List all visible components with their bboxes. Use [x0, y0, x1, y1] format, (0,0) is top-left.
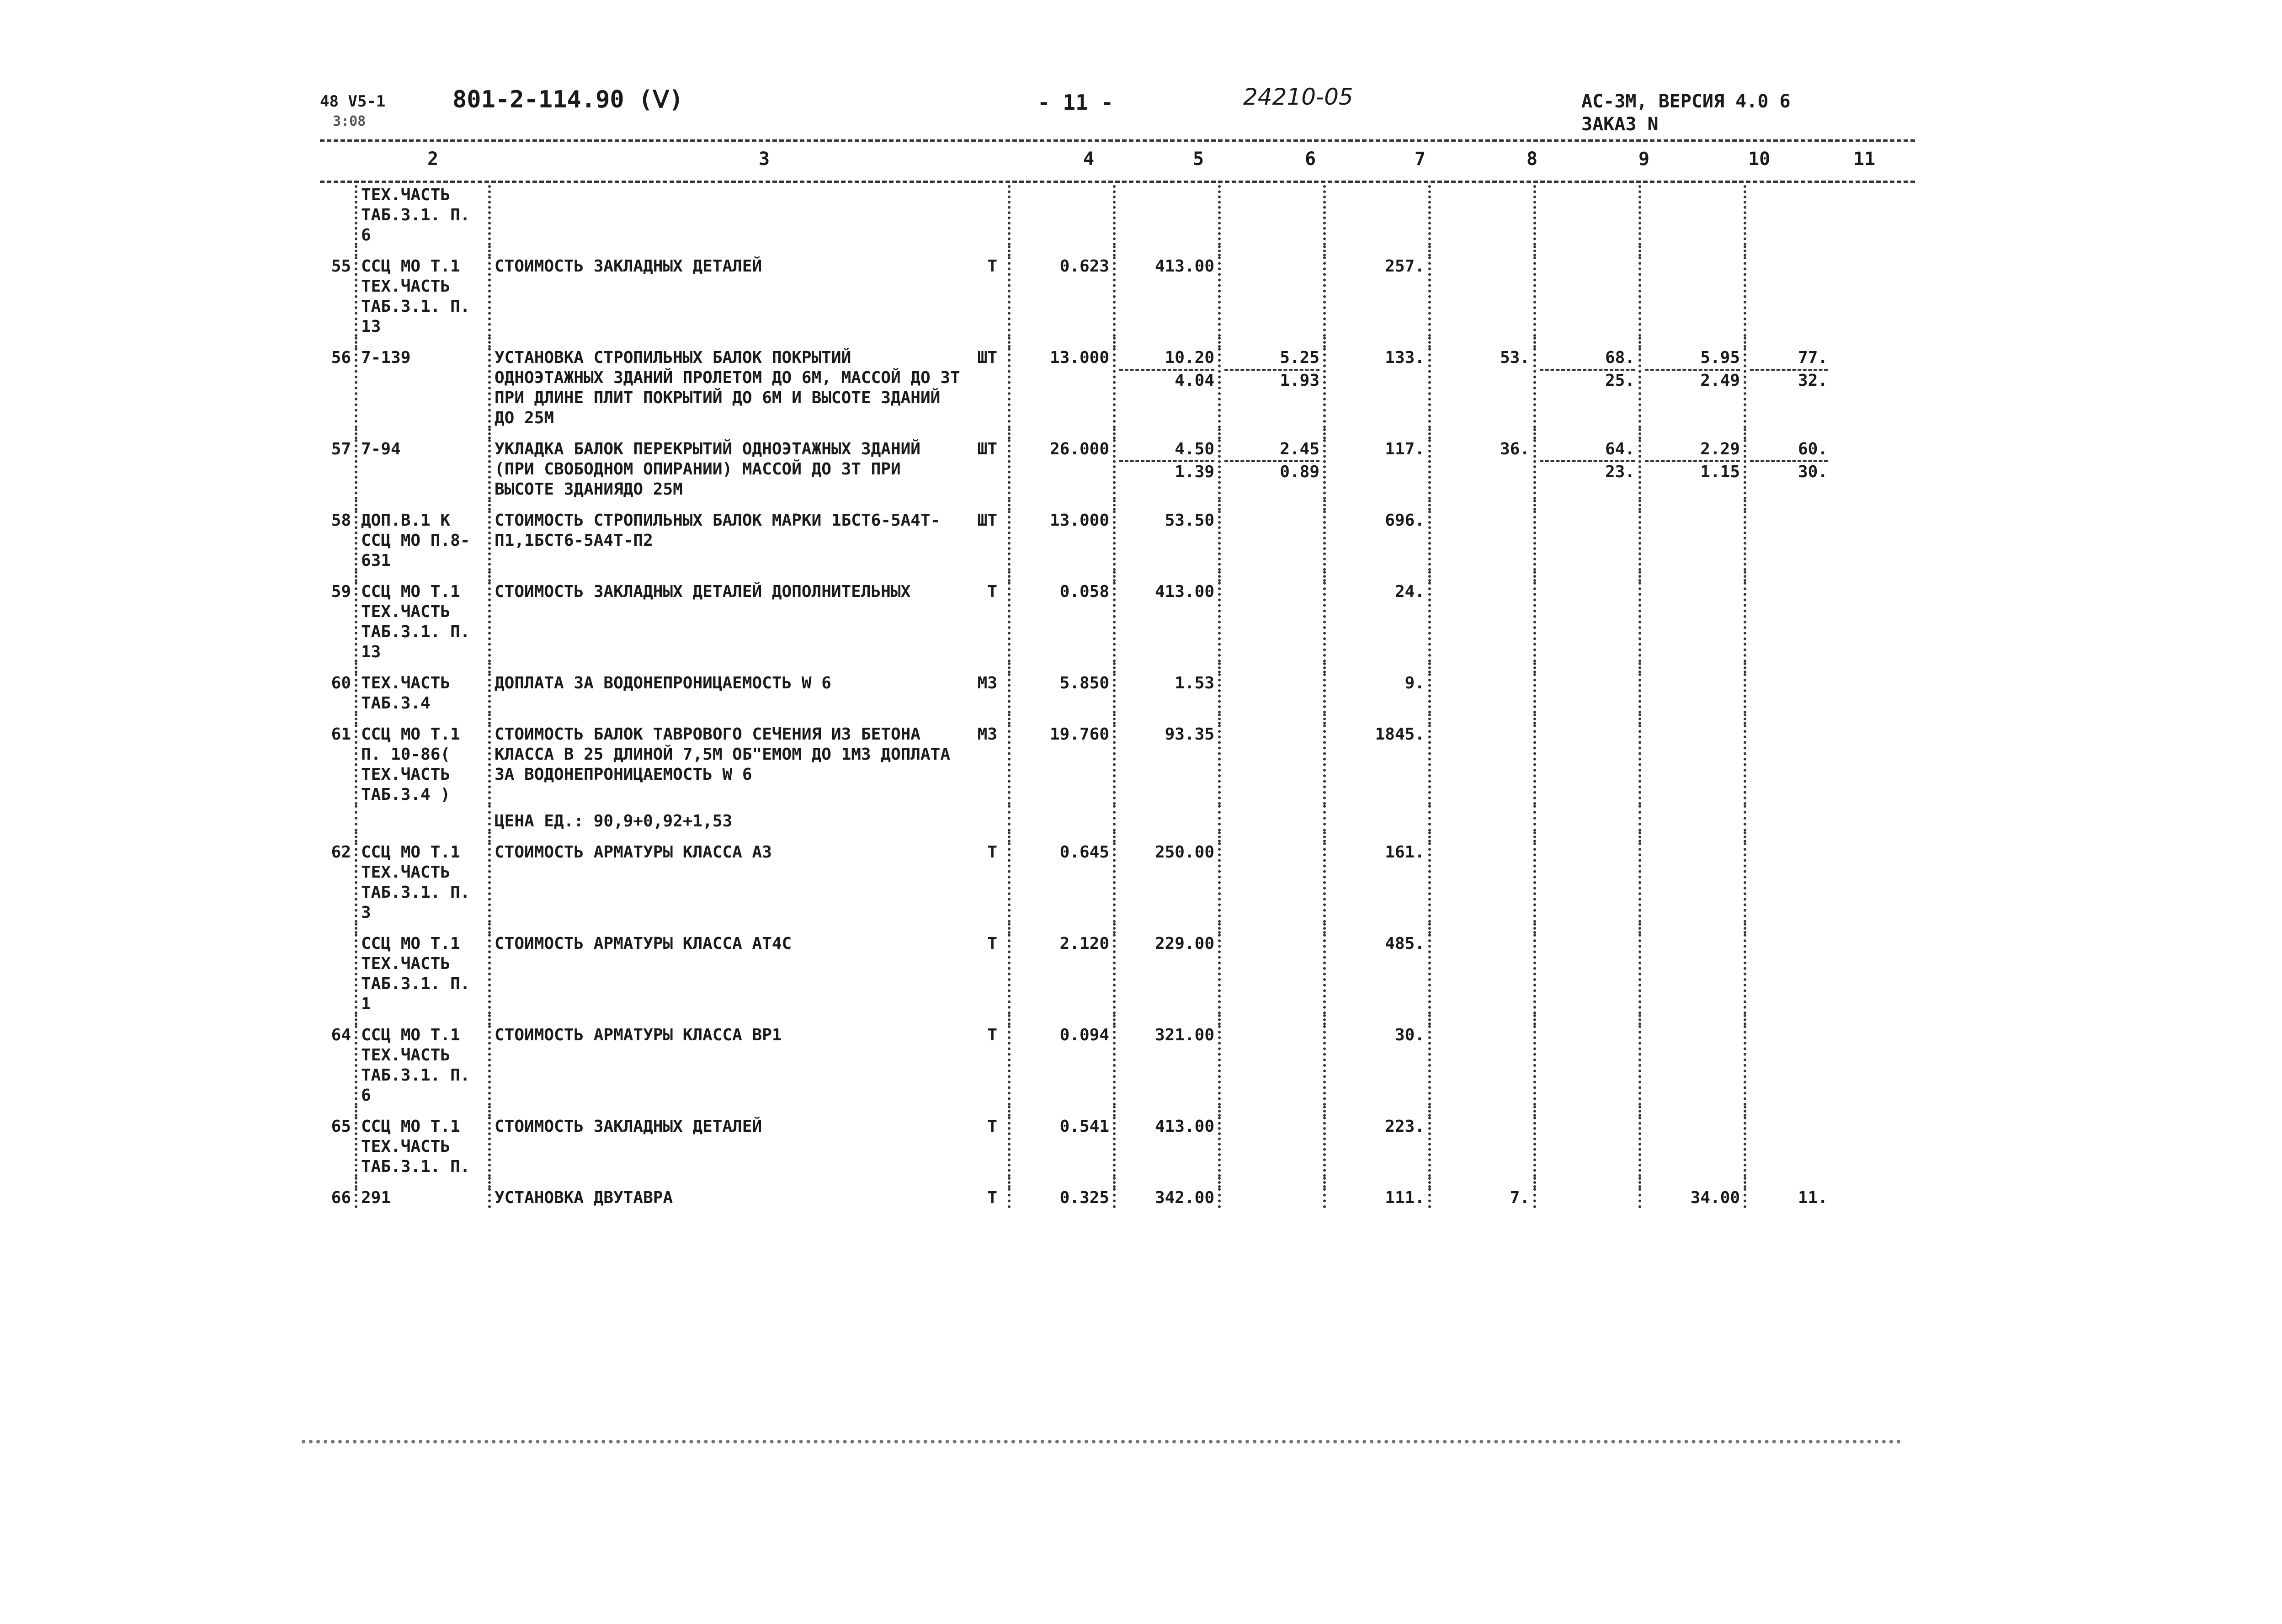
col11-cell: [1745, 439, 1831, 500]
col5-value: 10.20: [1165, 348, 1214, 367]
reference-cell: 7-139: [356, 348, 489, 428]
description-cell: [489, 348, 1009, 428]
col6-cell: [1219, 348, 1325, 428]
table-row: [320, 439, 1831, 500]
col10-cell: [1640, 439, 1745, 500]
col9-second: 25.: [1540, 369, 1635, 391]
col10-cell: [1640, 1117, 1745, 1177]
col5-value: 93.35: [1165, 725, 1214, 744]
header-page-number: - 11 -: [1037, 90, 1114, 115]
col8-cell: [1430, 185, 1535, 245]
row-number: 64: [331, 1026, 351, 1044]
col5-cell: [1114, 1117, 1219, 1177]
table-row: [320, 1188, 1831, 1208]
col8-cell: [1430, 256, 1535, 337]
col9-cell: [1535, 1117, 1640, 1177]
col9-cell: [1535, 511, 1640, 571]
table-row: [320, 582, 1831, 662]
col5-value: 413.00: [1154, 1117, 1214, 1136]
table-row: [320, 724, 1831, 805]
col7-cell: 133.: [1325, 348, 1430, 428]
col9-cell: [1535, 842, 1640, 923]
header-document-number: 801-2-114.90 (Ⅴ): [452, 86, 684, 113]
col6-cell: [1219, 439, 1325, 500]
col11-second: 30.: [1750, 460, 1828, 482]
quantity-cell: 19.760: [1009, 724, 1114, 805]
col8-cell: 36.: [1430, 439, 1535, 500]
unit-text: ШТ: [977, 511, 997, 530]
row-spacer: [320, 713, 1831, 724]
col11-value: 11.: [1798, 1188, 1828, 1207]
row-number: 60: [331, 674, 351, 692]
row-spacer: [320, 245, 1831, 256]
row-number: 58: [331, 511, 351, 530]
col8-cell: [1430, 1025, 1535, 1106]
col10-cell: [1640, 842, 1745, 923]
col11-cell: [1745, 1117, 1831, 1177]
col5-cell: [1114, 934, 1219, 1014]
row-spacer: [320, 1177, 1831, 1188]
col6-value: 5.25: [1280, 348, 1319, 367]
unit-text: Т: [987, 1117, 997, 1136]
description-text: УСТАНОВКА ДВУТАВРА: [495, 1188, 673, 1207]
col11-cell: [1745, 185, 1831, 245]
col10-second: 1.15: [1645, 460, 1740, 482]
description-cell: [489, 934, 1009, 1014]
col9-cell: [1535, 185, 1640, 245]
reference-cell: ССЦ МО Т.1 ТЕХ.ЧАСТЬ ТАБ.3.1. П. 13: [356, 582, 489, 662]
col5-cell: [1114, 724, 1219, 805]
quantity-cell: 13.000: [1009, 348, 1114, 428]
reference-cell: ССЦ МО Т.1 ТЕХ.ЧАСТЬ ТАБ.3.1. П. 13: [356, 256, 489, 337]
reference-cell: ССЦ МО Т.1 ТЕХ.ЧАСТЬ ТАБ.3.1. П.: [356, 1117, 489, 1177]
unit-text: ШТ: [977, 440, 997, 458]
column-header: 8: [1527, 149, 1538, 170]
col6-value: 2.45: [1280, 440, 1319, 458]
row-number: [320, 934, 356, 1014]
unit-text: Т: [987, 843, 997, 862]
col5-cell: [1114, 582, 1219, 662]
col11-cell: [1745, 348, 1831, 428]
col5-value: 321.00: [1154, 1026, 1214, 1044]
row-number: 62: [331, 843, 351, 862]
col9-cell: [1535, 582, 1640, 662]
col7-cell: 30.: [1325, 1025, 1430, 1106]
col6-cell: [1219, 185, 1325, 245]
quantity-cell: 0.325: [1009, 1188, 1114, 1208]
col5-value: 413.00: [1154, 582, 1214, 601]
table-row: [320, 934, 1831, 1014]
row-number: 66: [331, 1188, 351, 1207]
quantity-cell: [1009, 185, 1114, 245]
row-spacer: [320, 428, 1831, 439]
row-number: 59: [331, 582, 351, 601]
unit-text: М3: [977, 674, 997, 692]
description-text: СТОИМОСТЬ СТРОПИЛЬНЫХ БАЛОК МАРКИ 1БСТ6-5А4Т-П1,1БСТ6-5А4Т-П2: [495, 511, 941, 550]
col11-cell: [1745, 724, 1831, 805]
col6-cell: [1219, 256, 1325, 337]
col10-cell: [1640, 673, 1745, 713]
header-version: АС-3М, ВЕРСИЯ 4.0 6: [1581, 91, 1791, 112]
row-spacer: [320, 500, 1831, 511]
col10-cell: [1640, 1025, 1745, 1106]
row-spacer: [320, 337, 1831, 348]
col8-cell: [1430, 673, 1535, 713]
col6-cell: [1219, 1025, 1325, 1106]
unit-text: ШТ: [977, 348, 997, 367]
col10-cell: [1640, 511, 1745, 571]
col9-cell: [1535, 724, 1640, 805]
row-number: 61: [331, 725, 351, 744]
col5-value: 229.00: [1154, 934, 1214, 953]
col5-value: 4.50: [1175, 440, 1214, 458]
quantity-cell: 0.094: [1009, 1025, 1114, 1106]
row-number: 65: [331, 1117, 351, 1136]
description-text: СТОИМОСТЬ ЗАКЛАДНЫХ ДЕТАЛЕЙ: [495, 257, 762, 276]
col7-cell: 223.: [1325, 1117, 1430, 1177]
reference-cell: ССЦ МО Т.1 П. 10-86( ТЕХ.ЧАСТЬ ТАБ.3.4 ): [356, 724, 489, 805]
price-note: ЦЕНА ЕД.: 90,9+0,92+1,53: [489, 805, 1009, 831]
column-header: 6: [1305, 149, 1316, 170]
col7-cell: 161.: [1325, 842, 1430, 923]
col5-value: 413.00: [1154, 257, 1214, 276]
col9-cell: [1535, 348, 1640, 428]
description-cell: [489, 673, 1009, 713]
col5-cell: [1114, 1188, 1219, 1208]
table-row: [320, 673, 1831, 713]
col5-cell: [1114, 185, 1219, 245]
column-header: 11: [1853, 149, 1876, 170]
col6-cell: [1219, 724, 1325, 805]
col11-cell: [1745, 842, 1831, 923]
col5-cell: [1114, 673, 1219, 713]
col7-cell: 485.: [1325, 934, 1430, 1014]
price-note-row: [320, 805, 1831, 831]
col6-cell: [1219, 934, 1325, 1014]
description-cell: [489, 256, 1009, 337]
col5-cell: [1114, 256, 1219, 337]
col9-cell: [1535, 1025, 1640, 1106]
column-header: 10: [1748, 149, 1771, 170]
col11-value: 60.: [1798, 440, 1828, 458]
header-code-2: 3:08: [333, 113, 366, 129]
reference-cell: ССЦ МО Т.1 ТЕХ.ЧАСТЬ ТАБ.3.1. П. 1: [356, 934, 489, 1014]
quantity-cell: 5.850: [1009, 673, 1114, 713]
reference-cell: ССЦ МО Т.1 ТЕХ.ЧАСТЬ ТАБ.3.1. П. 6: [356, 1025, 489, 1106]
col6-second: 1.93: [1224, 369, 1319, 391]
column-header: 2: [427, 149, 439, 170]
col6-cell: [1219, 1117, 1325, 1177]
col7-cell: 257.: [1325, 256, 1430, 337]
unit-text: Т: [987, 582, 997, 601]
col10-cell: [1640, 934, 1745, 1014]
unit-text: М3: [977, 725, 997, 744]
description-text: ДОПЛАТА ЗА ВОДОНЕПРОНИЦАЕМОСТЬ W 6: [495, 674, 831, 692]
quantity-cell: 0.623: [1009, 256, 1114, 337]
col5-value: 250.00: [1154, 843, 1214, 862]
col11-cell: [1745, 1188, 1831, 1208]
row-number: 55: [331, 257, 351, 276]
description-text: СТОИМОСТЬ БАЛОК ТАВРОВОГО СЕЧЕНИЯ ИЗ БЕТОНА КЛАССА В 25 ДЛИНОЙ 7,5М ОБ"ЕМОМ ДО 1М3 ДОПЛАТА ЗА ВОДОНЕПРОНИЦАЕМОСТЬ W 6: [495, 725, 950, 784]
table-row: [320, 348, 1831, 428]
col5-second: 4.04: [1119, 369, 1214, 391]
row-spacer: [320, 662, 1831, 673]
col9-value: 68.: [1605, 348, 1635, 367]
col10-value: 34.00: [1690, 1188, 1740, 1207]
description-cell: [489, 185, 1009, 245]
col10-second: 2.49: [1645, 369, 1740, 391]
row-spacer: [320, 571, 1831, 582]
col8-cell: [1430, 582, 1535, 662]
col9-cell: [1535, 439, 1640, 500]
col10-value: 5.95: [1700, 348, 1740, 367]
quantity-cell: 26.000: [1009, 439, 1114, 500]
estimate-table-body: [320, 185, 1831, 1208]
reference-cell: ДОП.В.1 К ССЦ МО П.8- 631: [356, 511, 489, 571]
row-number: 56: [331, 348, 351, 367]
col11-second: 32.: [1750, 369, 1828, 391]
col8-cell: [1430, 842, 1535, 923]
row-spacer: [320, 923, 1831, 934]
header-order: ЗАКАЗ N: [1581, 114, 1659, 135]
column-header: 5: [1193, 149, 1204, 170]
col7-cell: 117.: [1325, 439, 1430, 500]
table-row: [320, 1117, 1831, 1177]
description-cell: [489, 724, 1009, 805]
col6-cell: [1219, 1188, 1325, 1208]
row-spacer: [320, 1106, 1831, 1117]
col6-second: 0.89: [1224, 460, 1319, 482]
col5-cell: [1114, 439, 1219, 500]
unit-text: Т: [987, 257, 997, 276]
col8-cell: [1430, 1117, 1535, 1177]
col8-cell: [1430, 934, 1535, 1014]
estimate-table: [320, 185, 1831, 1208]
row-spacer: [320, 1014, 1831, 1025]
col9-cell: [1535, 673, 1640, 713]
reference-cell: ТЕХ.ЧАСТЬ ТАБ.3.1. П. 6: [356, 185, 489, 245]
col7-cell: 24.: [1325, 582, 1430, 662]
col5-cell: [1114, 842, 1219, 923]
col7-cell: 111.: [1325, 1188, 1430, 1208]
col6-cell: [1219, 511, 1325, 571]
table-row: [320, 1025, 1831, 1106]
col9-second: 23.: [1540, 460, 1635, 482]
col9-cell: [1535, 934, 1640, 1014]
column-header: 9: [1638, 149, 1650, 170]
unit-text: Т: [987, 1188, 997, 1207]
col5-value: 1.53: [1175, 674, 1214, 692]
description-text: СТОИМОСТЬ ЗАКЛАДНЫХ ДЕТАЛЕЙ ДОПОЛНИТЕЛЬНЫХ: [495, 582, 911, 601]
reference-cell: ТЕХ.ЧАСТЬ ТАБ.3.4: [356, 673, 489, 713]
quantity-cell: 0.058: [1009, 582, 1114, 662]
col6-cell: [1219, 582, 1325, 662]
reference-cell: 7-94: [356, 439, 489, 500]
table-row: [320, 511, 1831, 571]
description-text: СТОИМОСТЬ ЗАКЛАДНЫХ ДЕТАЛЕЙ: [495, 1117, 762, 1136]
header-handwritten-number: 24210-05: [1243, 84, 1353, 110]
table-row: [320, 842, 1831, 923]
description-text: СТОИМОСТЬ АРМАТУРЫ КЛАССА АТ4С: [495, 934, 792, 953]
col10-cell: [1640, 348, 1745, 428]
col9-cell: [1535, 1188, 1640, 1208]
description-cell: [489, 439, 1009, 500]
col10-cell: [1640, 582, 1745, 662]
col10-cell: [1640, 724, 1745, 805]
col5-cell: [1114, 1025, 1219, 1106]
unit-text: Т: [987, 934, 997, 953]
table-row: [320, 185, 1831, 245]
description-cell: [489, 511, 1009, 571]
column-header: 7: [1415, 149, 1426, 170]
row-number: 57: [331, 440, 351, 458]
header-code: 48 V5-1: [320, 92, 386, 111]
description-text: СТОИМОСТЬ АРМАТУРЫ КЛАССА ВР1: [495, 1026, 782, 1044]
col8-cell: [1430, 511, 1535, 571]
description-text: СТОИМОСТЬ АРМАТУРЫ КЛАССА А3: [495, 843, 772, 862]
col10-value: 2.29: [1700, 440, 1740, 458]
col11-cell: [1745, 511, 1831, 571]
col10-cell: [1640, 1188, 1745, 1208]
unit-text: Т: [987, 1026, 997, 1044]
description-cell: [489, 1025, 1009, 1106]
col11-cell: [1745, 673, 1831, 713]
description-cell: [489, 1188, 1009, 1208]
description-cell: [489, 582, 1009, 662]
col5-cell: [1114, 511, 1219, 571]
description-text: УСТАНОВКА СТРОПИЛЬНЫХ БАЛОК ПОКРЫТИЙ ОДНОЭТАЖНЫХ ЗДАНИЙ ПРОЛЕТОМ ДО 6М, МАССОЙ ДО 3Т ПРИ ДЛИНЕ ПЛИТ ПОКРЫТИЙ ДО 6М И ВЫСОТЕ ЗДАНИЙ ДО 25М: [495, 348, 960, 427]
reference-cell: 291: [356, 1188, 489, 1208]
col10-cell: [1640, 185, 1745, 245]
quantity-cell: 2.120: [1009, 934, 1114, 1014]
quantity-cell: 0.541: [1009, 1117, 1114, 1177]
col5-cell: [1114, 348, 1219, 428]
column-header: 4: [1083, 149, 1095, 170]
col11-value: 77.: [1798, 348, 1828, 367]
col5-value: 342.00: [1154, 1188, 1214, 1207]
description-cell: [489, 842, 1009, 923]
col6-cell: [1219, 673, 1325, 713]
col5-second: 1.39: [1119, 460, 1214, 482]
col5-value: 53.50: [1165, 511, 1214, 530]
description-text: УКЛАДКА БАЛОК ПЕРЕКРЫТИЙ ОДНОЭТАЖНЫХ ЗДАНИЙ (ПРИ СВОБОДНОМ ОПИРАНИИ) МАССОЙ ДО 3Т ПРИ ВЫСОТЕ ЗДАНИЯДО 25М: [495, 440, 920, 499]
col8-cell: 53.: [1430, 348, 1535, 428]
col11-cell: [1745, 256, 1831, 337]
col11-cell: [1745, 1025, 1831, 1106]
description-cell: [489, 1117, 1009, 1177]
column-header: 3: [759, 149, 770, 170]
header-divider: [320, 181, 1915, 183]
bottom-dotted-line: [302, 1440, 1901, 1443]
quantity-cell: 0.645: [1009, 842, 1114, 923]
col9-cell: [1535, 256, 1640, 337]
col8-cell: 7.: [1430, 1188, 1535, 1208]
col7-cell: 1845.: [1325, 724, 1430, 805]
table-row: [320, 256, 1831, 337]
col8-cell: [1430, 724, 1535, 805]
col11-cell: [1745, 582, 1831, 662]
col7-cell: 696.: [1325, 511, 1430, 571]
col11-cell: [1745, 934, 1831, 1014]
reference-cell: ССЦ МО Т.1 ТЕХ.ЧАСТЬ ТАБ.3.1. П. 3: [356, 842, 489, 923]
row-number: [320, 185, 356, 245]
col9-value: 64.: [1605, 440, 1635, 458]
col6-cell: [1219, 842, 1325, 923]
row-spacer: [320, 831, 1831, 842]
col10-cell: [1640, 256, 1745, 337]
col7-cell: [1325, 185, 1430, 245]
top-divider: [320, 139, 1915, 142]
quantity-cell: 13.000: [1009, 511, 1114, 571]
col7-cell: 9.: [1325, 673, 1430, 713]
